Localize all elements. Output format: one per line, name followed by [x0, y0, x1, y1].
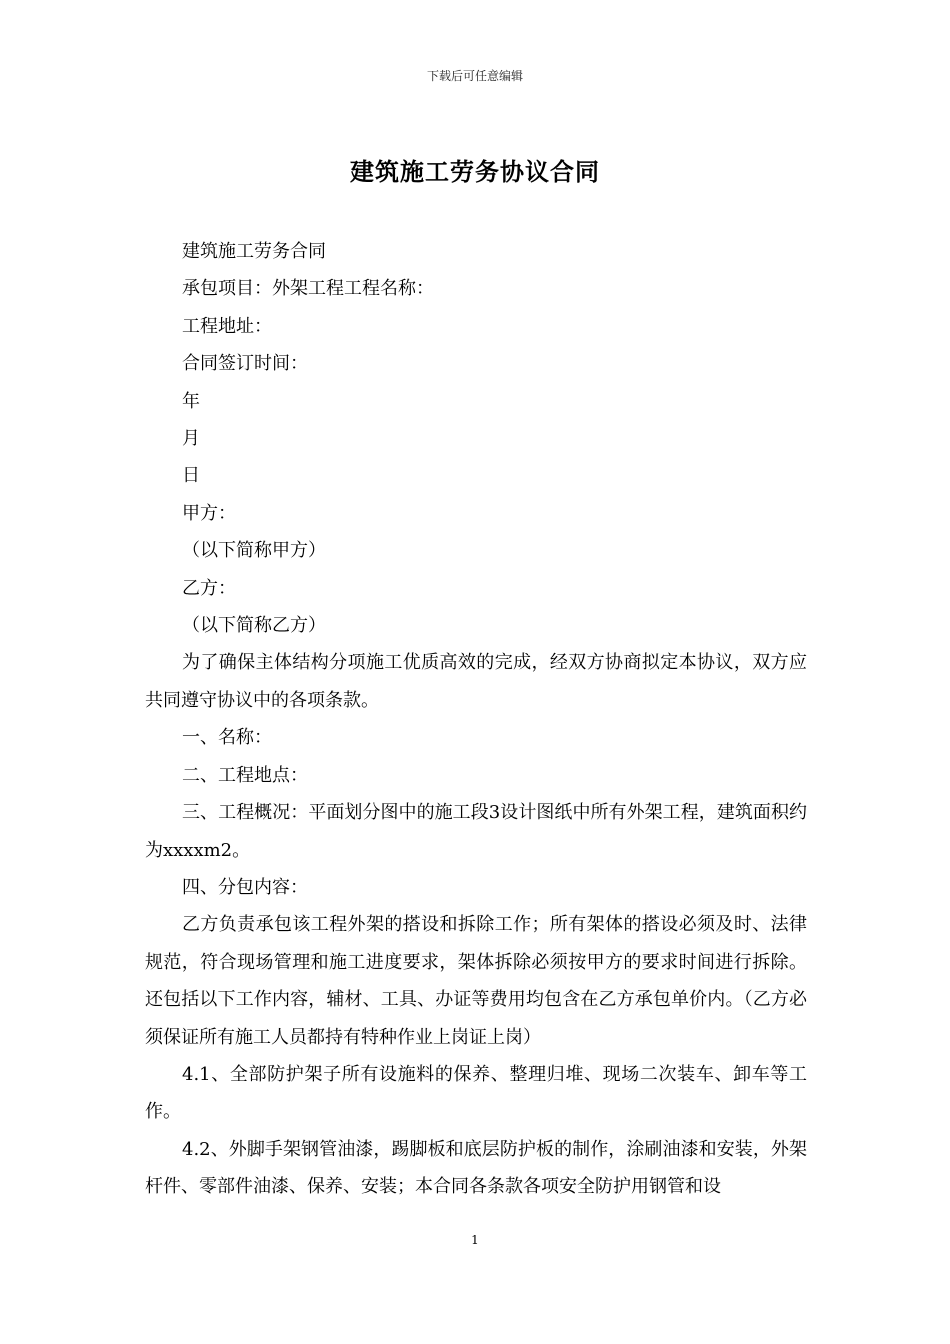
- paragraph: 月: [182, 428, 200, 450]
- paragraph: 一、名称：: [182, 727, 272, 749]
- paragraph: 乙方：: [182, 577, 236, 599]
- paragraph: 4.2、外脚手架钢管油漆，踢脚板和底层防护板的制作，涂刷油漆和安装，外架杆件、零部件油漆、保养、安装；本合同各条款各项安全防护用钢管和设: [145, 1138, 807, 1198]
- paragraph: 三、工程概况：平面划分图中的施工段3设计图纸中所有外架工程，建筑面积约为xxxxm2。: [145, 802, 807, 861]
- paragraph: 乙方负责承包该工程外架的搭设和拆除工作；所有架体的搭设必须及时、法律规范，符合现场管理和施工进度要求，架体拆除必须按甲方的要求时间进行拆除。还包括以下工作内容，辅材、工具、办证等费用均包含在乙方承包单价内。（乙方必须保证所有施工人员都持有特种作业上岗证上岗）: [145, 914, 807, 1048]
- paragraph: 建筑施工劳务合同: [182, 241, 326, 262]
- paragraph: 为了确保主体结构分项施工优质高效的完成，经双方协商拟定本协议，双方应共同遵守协议中的各项条款。: [145, 652, 807, 711]
- header-note: 下载后可任意编辑: [426, 69, 523, 83]
- paragraph: 日: [182, 465, 200, 487]
- paragraph: 4.1、全部防护架子所有设施料的保养、整理归堆、现场二次装车、卸车等工作。: [145, 1063, 807, 1123]
- paragraph: 年: [182, 390, 200, 412]
- paragraph: （以下简称甲方）: [182, 540, 326, 562]
- document-body: [145, 233, 807, 1206]
- paragraph: 承包项目：外架工程工程名称：: [182, 278, 434, 300]
- page-number: 1: [471, 1233, 479, 1247]
- paragraph: 二、工程地点：: [182, 764, 308, 786]
- paragraph: 四、分包内容：: [182, 876, 308, 898]
- paragraph: 工程地址：: [182, 315, 272, 337]
- document-title: 建筑施工劳务协议合同: [350, 157, 600, 186]
- paragraph: 合同签订时间：: [182, 353, 308, 375]
- paragraph: 甲方：: [182, 502, 236, 524]
- paragraph: （以下简称乙方）: [182, 615, 326, 637]
